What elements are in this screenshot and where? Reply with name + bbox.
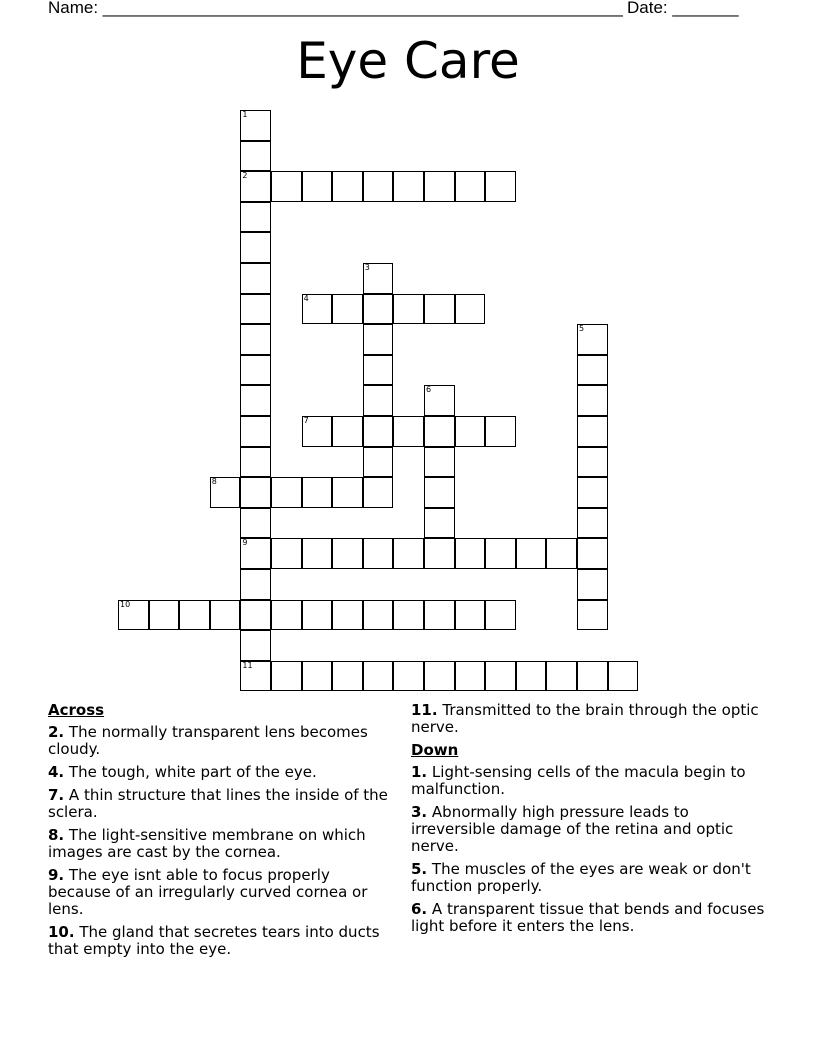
clue-number: 9. <box>48 866 65 884</box>
across-heading: Across <box>48 701 105 719</box>
clue-down-1 <box>411 764 771 798</box>
grid-cell[interactable] <box>332 171 363 202</box>
clue-down-5 <box>411 861 771 895</box>
grid-cell[interactable] <box>118 600 149 631</box>
clue-text: The muscles of the eyes are weak or don't function properly. <box>411 860 751 895</box>
grid-cell[interactable] <box>393 661 424 692</box>
grid-cell[interactable] <box>240 385 271 416</box>
clue-down-3 <box>411 804 771 855</box>
clue-text: The eye isnt able to focus properly because of an irregularly curved cornea or lens. <box>48 866 368 918</box>
grid-cell[interactable] <box>210 600 241 631</box>
grid-cell[interactable] <box>516 661 547 692</box>
grid-cell[interactable] <box>240 263 271 294</box>
grid-cell[interactable] <box>455 416 486 447</box>
grid-cell[interactable] <box>424 600 455 631</box>
grid-cell[interactable] <box>302 600 333 631</box>
grid-cell[interactable] <box>577 569 608 600</box>
grid-cell[interactable] <box>577 355 608 386</box>
grid-cell[interactable] <box>240 355 271 386</box>
grid-cell[interactable] <box>210 477 241 508</box>
clue-number: 5. <box>411 860 428 878</box>
clue-number-label: 10 <box>120 599 131 609</box>
grid-cell[interactable] <box>424 294 455 325</box>
grid-cell[interactable] <box>577 661 608 692</box>
grid-cell[interactable] <box>393 294 424 325</box>
grid-cell[interactable] <box>485 538 516 569</box>
grid-cell[interactable] <box>332 294 363 325</box>
clue-number-label: 6 <box>426 385 432 395</box>
grid-cell[interactable] <box>271 661 302 692</box>
grid-cell[interactable] <box>271 600 302 631</box>
grid-cell[interactable] <box>424 385 455 416</box>
clue-number: 7. <box>48 786 65 804</box>
clue-number-label: 4 <box>303 293 309 303</box>
grid-cell[interactable] <box>302 661 333 692</box>
date-field[interactable]: Date: _______ <box>627 0 739 17</box>
grid-cell[interactable] <box>455 661 486 692</box>
clue-text: The light-sensitive membrane on which images are cast by the cornea. <box>48 826 366 861</box>
grid-cell[interactable] <box>240 110 271 141</box>
grid-cell[interactable] <box>577 600 608 631</box>
clue-number-label: 3 <box>364 263 370 272</box>
clue-text: Transmitted to the brain through the optic nerve. <box>411 701 759 736</box>
grid-cell[interactable] <box>608 661 639 692</box>
grid-cell[interactable] <box>363 171 394 202</box>
grid-cell[interactable] <box>393 538 424 569</box>
clue-number-label: 2 <box>242 171 248 181</box>
clue-number: 3. <box>411 803 428 821</box>
clue-text: A thin structure that lines the inside of the sclera. <box>48 786 388 821</box>
grid-cell[interactable] <box>424 538 455 569</box>
grid-cell[interactable] <box>577 447 608 478</box>
page-title: Eye Care <box>296 32 520 90</box>
grid-cell[interactable] <box>455 294 486 325</box>
name-field[interactable]: Name: _______________________________________________________ <box>48 0 623 17</box>
clue-across-4 <box>48 764 393 781</box>
grid-cell[interactable] <box>332 538 363 569</box>
grid-cell[interactable] <box>332 661 363 692</box>
grid-cell[interactable] <box>455 538 486 569</box>
grid-cell[interactable] <box>546 661 577 692</box>
grid-cell[interactable] <box>240 569 271 600</box>
grid-cell[interactable] <box>240 232 271 263</box>
clue-text: A transparent tissue that bends and focuses light before it enters the lens. <box>411 900 765 935</box>
grid-cell[interactable] <box>271 171 302 202</box>
grid-cell[interactable] <box>485 171 516 202</box>
clues-left-column <box>48 702 393 964</box>
grid-cell[interactable] <box>363 447 394 478</box>
grid-cell[interactable] <box>424 416 455 447</box>
grid-cell[interactable] <box>424 171 455 202</box>
grid-cell[interactable] <box>424 477 455 508</box>
grid-cell[interactable] <box>240 416 271 447</box>
grid-cell[interactable] <box>485 416 516 447</box>
down-heading: Down <box>411 741 459 759</box>
clue-number: 10. <box>48 923 75 941</box>
grid-cell[interactable] <box>240 477 271 508</box>
grid-cell[interactable] <box>240 294 271 325</box>
grid-cell[interactable] <box>577 508 608 539</box>
grid-cell[interactable] <box>363 538 394 569</box>
clue-across-8 <box>48 827 393 861</box>
grid-cell[interactable] <box>455 600 486 631</box>
grid-cell[interactable] <box>485 661 516 692</box>
grid-cell[interactable] <box>149 600 180 631</box>
clue-across-11 <box>411 702 771 736</box>
grid-cell[interactable] <box>577 416 608 447</box>
grid-cell[interactable] <box>393 416 424 447</box>
clue-number-label: 11 <box>242 660 253 670</box>
grid-cell[interactable] <box>424 508 455 539</box>
grid-cell[interactable] <box>577 324 608 355</box>
grid-cell[interactable] <box>271 538 302 569</box>
clue-number: 1. <box>411 763 428 781</box>
grid-cell[interactable] <box>363 477 394 508</box>
clue-across-10 <box>48 924 393 958</box>
grid-cell[interactable] <box>240 508 271 539</box>
grid-cell[interactable] <box>424 661 455 692</box>
clue-number-label: 5 <box>579 324 585 334</box>
grid-cell[interactable] <box>302 477 333 508</box>
grid-cell[interactable] <box>240 447 271 478</box>
clue-down-6 <box>411 901 771 935</box>
grid-cell[interactable] <box>179 600 210 631</box>
clues-right-column <box>411 702 771 941</box>
grid-cell[interactable] <box>240 202 271 233</box>
clue-number: 11. <box>411 701 438 719</box>
grid-cell[interactable] <box>363 294 394 325</box>
grid-cell[interactable] <box>302 171 333 202</box>
clue-number: 4. <box>48 763 65 781</box>
grid-cell[interactable] <box>516 538 547 569</box>
clue-number: 2. <box>48 723 65 741</box>
grid-cell[interactable] <box>393 600 424 631</box>
clue-number-label: 1 <box>242 110 248 119</box>
grid-cell[interactable] <box>363 263 394 294</box>
grid-cell[interactable] <box>271 477 302 508</box>
clue-text: The tough, white part of the eye. <box>68 763 317 781</box>
clue-number: 8. <box>48 826 65 844</box>
grid-cell[interactable] <box>240 538 271 569</box>
clue-number: 6. <box>411 900 428 918</box>
grid-cell[interactable] <box>455 171 486 202</box>
clue-text: The normally transparent lens becomes cloudy. <box>48 723 368 758</box>
grid-cell[interactable] <box>577 538 608 569</box>
grid-cell[interactable] <box>302 294 333 325</box>
clue-number-label: 9 <box>242 538 248 548</box>
clue-number-label: 7 <box>303 416 309 425</box>
grid-cell[interactable] <box>240 141 271 172</box>
grid-cell[interactable] <box>485 600 516 631</box>
grid-cell[interactable] <box>363 385 394 416</box>
grid-cell[interactable] <box>577 477 608 508</box>
grid-cell[interactable] <box>393 171 424 202</box>
grid-cell[interactable] <box>577 385 608 416</box>
clue-text: Light-sensing cells of the macula begin to malfunction. <box>411 763 746 798</box>
grid-cell[interactable] <box>240 630 271 661</box>
clue-across-9 <box>48 867 393 918</box>
grid-cell[interactable] <box>363 600 394 631</box>
clue-across-2 <box>48 724 393 758</box>
clue-across-7 <box>48 787 393 821</box>
clue-number-label: 8 <box>211 477 217 487</box>
grid-cell[interactable] <box>332 477 363 508</box>
grid-cell[interactable] <box>332 416 363 447</box>
grid-cell[interactable] <box>546 538 577 569</box>
clue-text: Abnormally high pressure leads to irreversible damage of the retina and optic nerve. <box>411 803 734 855</box>
grid-cell[interactable] <box>424 447 455 478</box>
clue-text: The gland that secretes tears into ducts that empty into the eye. <box>48 923 380 958</box>
grid-cell[interactable] <box>240 661 271 692</box>
grid-cell[interactable] <box>302 416 333 447</box>
grid-cell[interactable] <box>363 416 394 447</box>
grid-cell[interactable] <box>363 661 394 692</box>
grid-cell[interactable] <box>302 538 333 569</box>
grid-cell[interactable] <box>240 171 271 202</box>
grid-cell[interactable] <box>332 600 363 631</box>
grid-cell[interactable] <box>363 355 394 386</box>
grid-cell[interactable] <box>240 600 271 631</box>
grid-cell[interactable] <box>240 324 271 355</box>
grid-cell[interactable] <box>363 324 394 355</box>
